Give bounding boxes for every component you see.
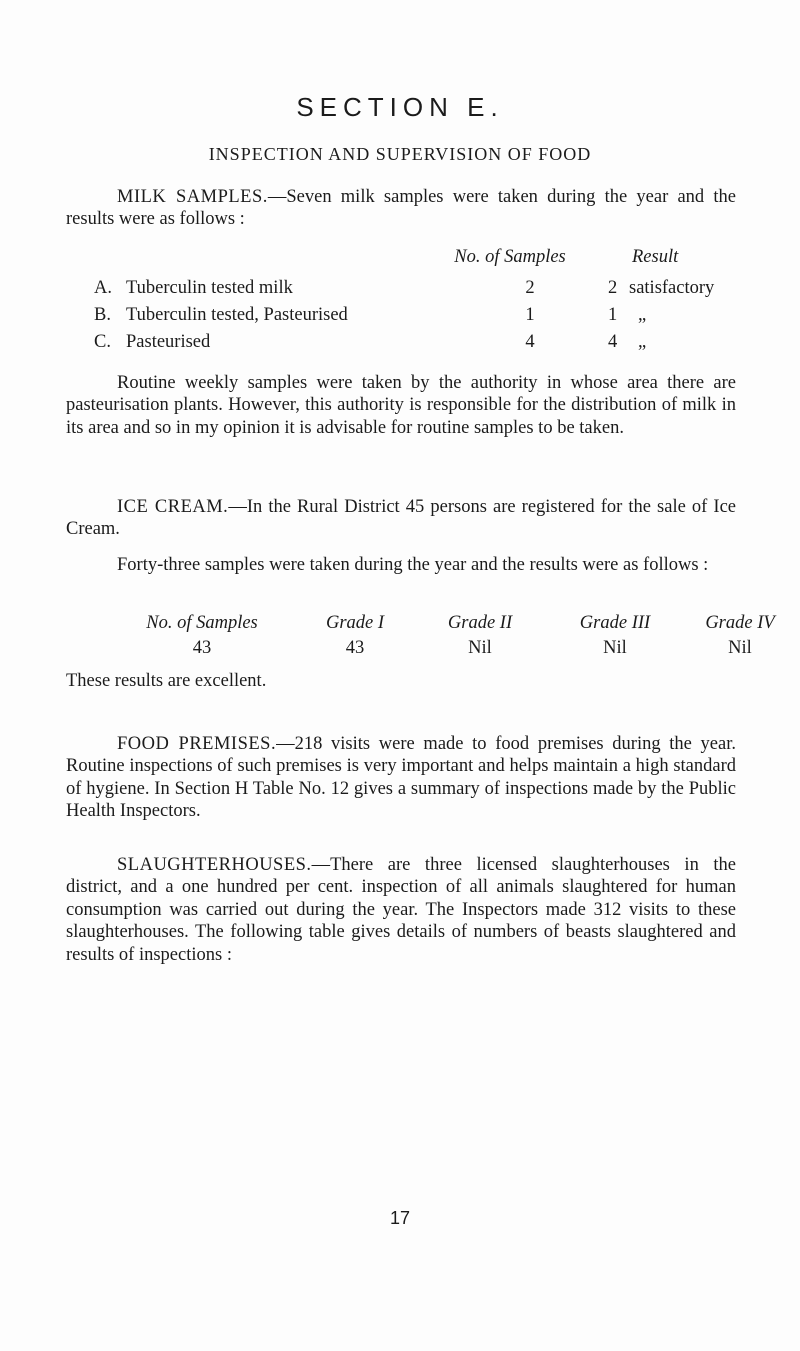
food-premises-text: —218 visits were made to food premises during the year. Routine inspections of such premises is very important and helps maintain a high standard of hygiene. In Section H Table No. 12 gives a summary of inspections made by the Public Health Inspectors. bbox=[66, 734, 736, 822]
ice-cream-conclusion: These results are excellent. bbox=[66, 671, 267, 691]
food-premises-lead: FOOD PREMISES. bbox=[117, 734, 277, 754]
row-label: Tuberculin tested milk bbox=[126, 278, 293, 298]
row-result-ditto: „ bbox=[638, 332, 647, 352]
slaughterhouses-lead: SLAUGHTERHOUSES. bbox=[117, 855, 312, 875]
routine-samples-paragraph: Routine weekly samples were taken by the authority in whose area there are pasteurisation plants. However, this authority is responsible for the distribution of milk in its area and so in my opinion it is advisable for routine samples to be taken. bbox=[66, 373, 736, 438]
milk-samples-lead: MILK SAMPLES. bbox=[117, 187, 268, 207]
food-premises-paragraph bbox=[66, 733, 736, 823]
grade-value-3: Nil bbox=[603, 638, 627, 658]
grade-header-3: Grade III bbox=[579, 613, 651, 633]
page-number: 17 bbox=[389, 1208, 411, 1228]
milk-samples-paragraph bbox=[66, 186, 736, 231]
milk-samples-intro: —Seven milk samples were taken during the year and the results were as follows : bbox=[66, 187, 736, 230]
grade-header-2: Grade II bbox=[447, 613, 513, 633]
milk-col-samples-header: No. of Samples bbox=[454, 247, 566, 267]
ice-cream-text: —In the Rural District 45 persons are registered for the sale of Ice Cream. bbox=[66, 497, 736, 540]
slaughterhouses-text: —There are three licensed slaughterhouses in the district, and a one hundred per cent. inspection of all animals slaughtered for human consumption was carried out during the year. The Inspectors made 312 visits to these slaughterhouses. The following table gives details of numbers of beasts slaughtered and results of inspections : bbox=[66, 855, 736, 965]
grade-header-samples: No. of Samples bbox=[146, 613, 258, 633]
ice-cream-samples-paragraph: Forty-three samples were taken during the year and the results were as follows : bbox=[117, 555, 709, 575]
grade-value-4: Nil bbox=[728, 638, 752, 658]
row-samples: 2 bbox=[525, 278, 535, 298]
row-result-text: satisfactory bbox=[629, 278, 715, 298]
row-samples: 1 bbox=[525, 305, 535, 325]
ice-cream-lead: ICE CREAM. bbox=[117, 497, 229, 517]
section-title: SECTION E. bbox=[296, 92, 504, 122]
ice-cream-paragraph bbox=[66, 496, 736, 541]
milk-col-result-header: Result bbox=[632, 247, 679, 267]
row-label: Tuberculin tested, Pasteurised bbox=[126, 305, 348, 325]
page-heading: INSPECTION AND SUPERVISION OF FOOD bbox=[208, 144, 592, 164]
row-result-count: 2 bbox=[608, 278, 618, 298]
row-letter: A. bbox=[94, 278, 112, 298]
grade-value-samples: 43 bbox=[192, 638, 212, 658]
grade-header-4: Grade IV bbox=[705, 613, 775, 633]
row-letter: C. bbox=[94, 332, 111, 352]
row-letter: B. bbox=[94, 305, 111, 325]
grade-value-1: 43 bbox=[345, 638, 365, 658]
slaughterhouses-paragraph bbox=[66, 854, 736, 966]
row-result-count: 1 bbox=[608, 305, 618, 325]
row-result-ditto: „ bbox=[638, 305, 647, 325]
row-label: Pasteurised bbox=[126, 332, 211, 352]
row-result-count: 4 bbox=[608, 332, 618, 352]
grade-value-2: Nil bbox=[468, 638, 492, 658]
row-samples: 4 bbox=[525, 332, 535, 352]
grade-header-1: Grade I bbox=[325, 613, 385, 633]
